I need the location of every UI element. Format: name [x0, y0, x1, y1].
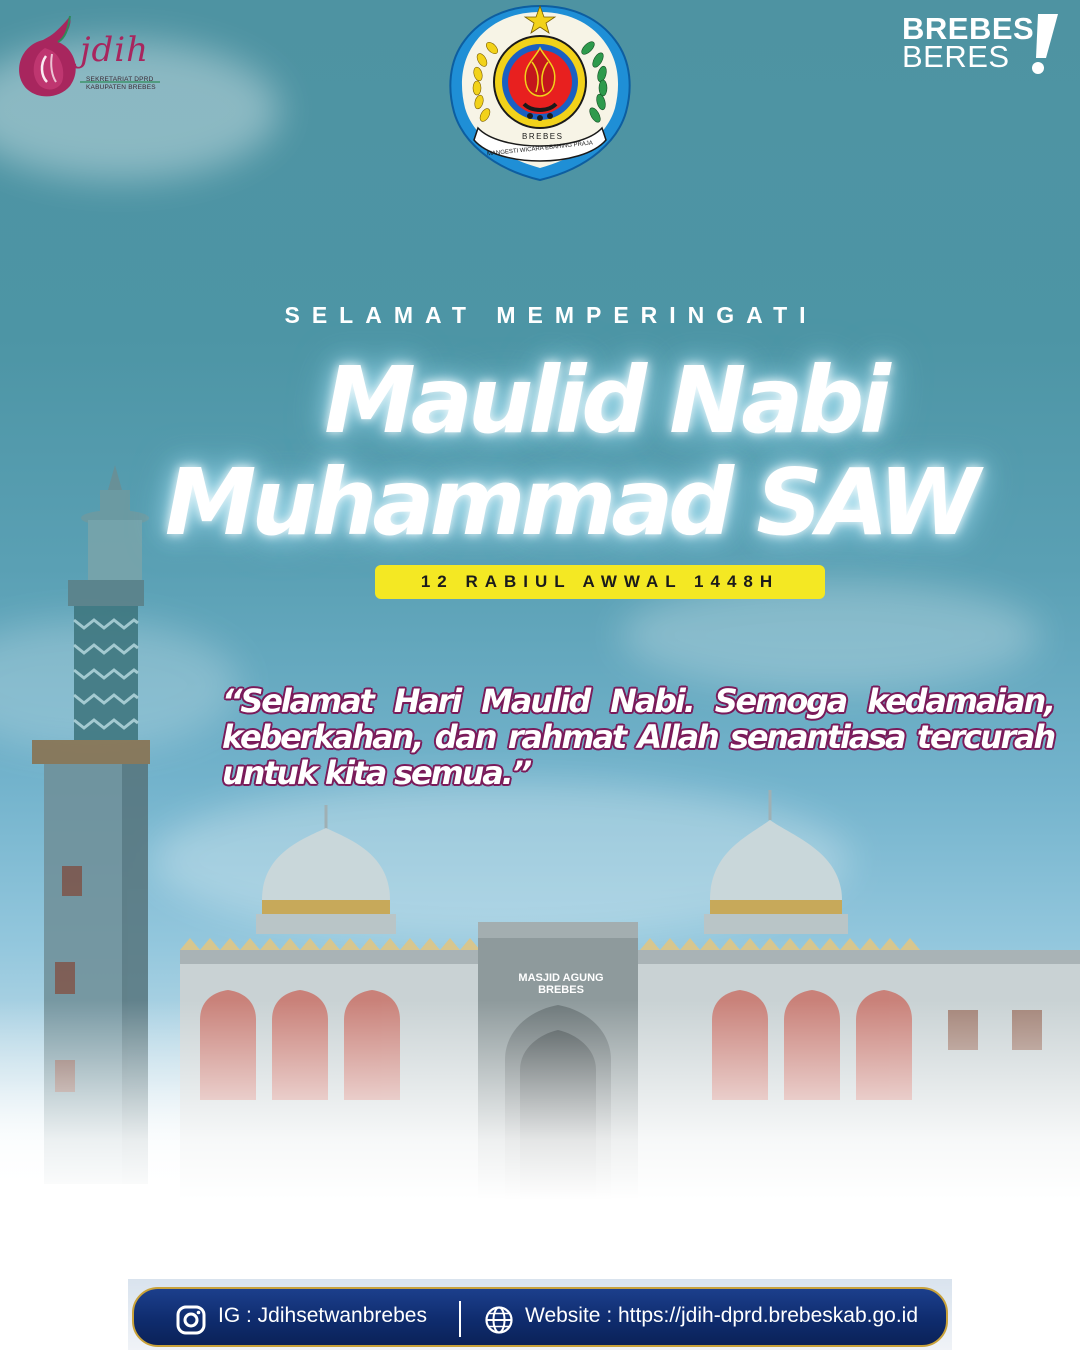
left-dome [256, 805, 396, 934]
instagram-icon [176, 1305, 206, 1335]
bottom-fade [0, 1000, 1080, 1200]
footer-bar [128, 1279, 952, 1350]
brebes-emblem [440, 0, 640, 185]
footer-pill [132, 1287, 948, 1347]
jdih-subtitle-line-1: SEKRETARIAT DPRD [86, 76, 154, 83]
date-badge: 12 RABIUL AWWAL 1448H [375, 565, 825, 599]
title-line-1: Maulid Nabi [324, 347, 886, 454]
globe-icon [484, 1305, 514, 1335]
right-dome [704, 790, 848, 934]
exclamation-icon [1024, 14, 1060, 76]
emblem-ring-text: BREBES [522, 132, 564, 141]
regency-emblem-icon [440, 0, 640, 185]
brand-line-1: BREBES [902, 11, 1035, 46]
quote-text: “Selamat Hari Maulid Nabi. Semoga kedamaian, keberkahan, dan rahmat Allah senantiasa tercurah untuk kita semua.” [222, 682, 1054, 792]
pre-title: SELAMAT MEMPERINGATI [284, 302, 818, 328]
emblem-motto: MANGESTI WICARA EBAHING PRAJA [486, 140, 594, 158]
brebes-beres-logo [902, 12, 1062, 77]
jdih-logo [10, 10, 170, 105]
brand-line-2: BERES [902, 39, 1010, 74]
mosque-sign: MASJID AGUNG BREBES [518, 972, 604, 996]
website-link[interactable]: Website : https://jdih-dprd.brebeskab.go.id [525, 1304, 919, 1327]
main-title [150, 347, 1060, 556]
jdih-subtitle-line-2: KABUPATEN BREBES [86, 84, 156, 91]
footer-divider [459, 1301, 461, 1337]
jdih-wordmark: jdih [80, 30, 150, 70]
title-line-2: Muhammad SAW [164, 449, 976, 556]
instagram-handle[interactable]: IG : Jdihsetwanbrebes [218, 1304, 427, 1327]
jdih-subtitle [86, 76, 156, 92]
